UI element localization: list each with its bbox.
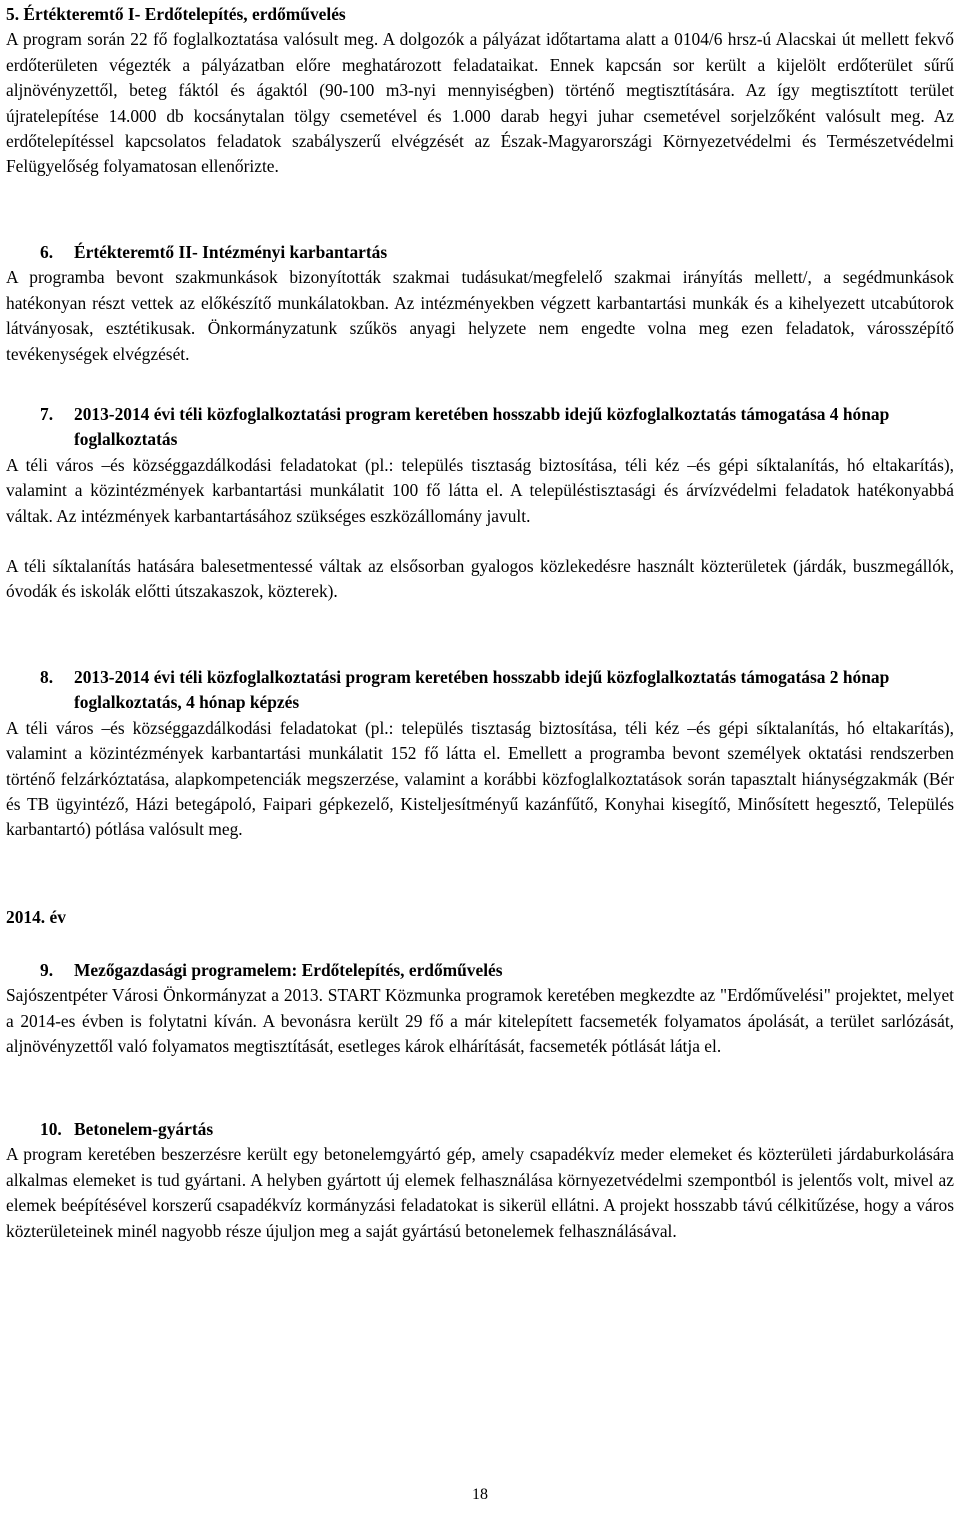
section-8-title: 2013-2014 évi téli közfoglalkoztatási program keretében hosszabb idejű közfoglalkoztatás támogatása 2 hónap foglalkoztatás, 4 hónap képzés [74, 667, 890, 713]
section-10 [6, 1117, 954, 1244]
section-9-number: 9. [40, 960, 54, 980]
section-5 [6, 2, 954, 180]
section-5-number: 5. [6, 4, 20, 24]
section-10-body: A program keretében beszerzésre került egy betonelemgyártó gép, amely csapadékvíz meder elemeket és közterületi járdaburkolására alkalmas elemeket is tud gyártani. A helyben gyártott új elemek felhasználása környezetvédelmi szempontból is jelentős volt, mivel az elemek beépítésével korszerű csapadékvíz kormányzási feladatokat is sikerül ellátni. A projekt hosszabb távú célkitűzése, hogy a város közterületeinek minél nagyobb része újuljon meg a saját gyártású betonelemek felhasználásával. [6, 1144, 954, 1241]
section-9-body: Sajószentpéter Városi Önkormányzat a 2013. START Közmunka programok keretében megkezdte az "Erdőművelési" projektet, melyet a 2014-es évben is folytatni kíván. A bevonásra került 29 fő a már kitelepített facsemeték folyamatos ápolását, a terület sarlózását, aljnövényzettől való folyamatos megtisztítását, esetleges károk elhárítását, facsemeték pótlását látja el. [6, 985, 954, 1057]
section-6-heading [6, 240, 954, 265]
section-7-heading [6, 402, 954, 453]
section-7-title: 2013-2014 évi téli közfoglalkoztatási program keretében hosszabb idejű közfoglalkoztatás támogatása 4 hónap foglalkoztatás [74, 404, 890, 450]
section-10-heading [6, 1117, 954, 1142]
section-5-title: Értékteremtő I- Erdőtelepítés, erdőművelés [23, 4, 346, 24]
section-7-number: 7. [40, 404, 54, 424]
section-7 [6, 402, 954, 605]
section-8 [6, 665, 954, 843]
section-6-number: 6. [40, 242, 54, 262]
section-10-title: Betonelem-gyártás [74, 1119, 214, 1139]
section-6-title: Értékteremtő II- Intézményi karbantartás [74, 242, 388, 262]
page-number: 18 [472, 1486, 488, 1503]
section-9-title: Mezőgazdasági programelem: Erdőtelepítés, erdőművelés [74, 960, 503, 980]
section-9 [6, 958, 954, 1060]
section-5-body: A program során 22 fő foglalkoztatása valósult meg. A dolgozók a pályázat időtartama alatt a 0104/6 hrsz-ú Alacskai út mellett fekvő erdőterületen végezték a pályázatban előre meghatározott feladataikat. Ennek kapcsán sor került a kijelölt erdőterület sűrű aljnövényzettől, beteg fáktól és ágaktól (90-100 m3-nyi mennyiségben) történő megtisztítására. Az így megtisztított terület újratelepítése 14.000 db kocsánytalan tölgy csemetével és 1.000 darab hegyi juhar csemetével sorjelzőként valósult meg. Az erdőtelepítéssel kapcsolatos feladatok szabályszerű elvégzését az Észak-Magyarországi Környezetvédelmi és Természetvédelmi Felügyelőség folyamatosan ellenőrizte. [6, 29, 954, 177]
section-7-body-2: A téli síktalanítás hatására balesetmentessé váltak az elsősorban gyalogos közlekedésre használt közterületek (járdák, buszmegállók, óvodák és iskolák előtti útszakaszok, közterek). [6, 556, 954, 602]
section-9-heading [6, 958, 954, 983]
section-10-number: 10. [40, 1119, 62, 1139]
section-8-heading [6, 665, 954, 716]
section-6-body: A programba bevont szakmunkások bizonyították szakmai tudásukat/megfelelő szakmai irányítás mellett/, a segédmunkások hatékonyan részt vettek az előkészítő munkálatokban. Az intézményekben végzett karbantartási munkák és a kihelyezett utcabútorok látványosak, esztétikusak. Önkormányzatunk szűkös anyagi helyzete nem engedte volna meg ezen feladatok, városszépítő tevékenységek elvégzését. [6, 267, 954, 364]
section-6 [6, 240, 954, 367]
section-8-number: 8. [40, 667, 54, 687]
section-5-heading [6, 2, 954, 27]
section-8-body: A téli város –és községgazdálkodási feladatokat (pl.: település tisztaság biztosítása, téli kéz –és gépi síktalanítás, hó eltakarítás), valamint a közintézmények karbantartási munkálatit 152 fő látta el. Emellett a programba bevont személyek oktatási rendszerben történő felzárkóztatása, alapkompetenciák megszerzése, valamint a korábbi közfoglalkoztatások során tapasztalt hiánységzakmák (Bér és TB ügyintéző, Házi betegápoló, Faipari gépkezelő, Kisteljesítményű kazánfűtő, Konyhai kisegítő, Minősített hegesztő, Település karbantartó) pótlása valósult meg. [6, 717, 954, 840]
section-7-body: A téli város –és községgazdálkodási feladatokat (pl.: település tisztaság biztosítása, téli kéz –és gépi síktalanítás, hó eltakarítás), valamint a közintézmények karbantartási munkálatit 100 fő látta el. A településtisztasági és árvízvédelmi feladatok hatékonyabbá váltak. Az intézmények karbantartásához szükséges eszközállomány javult. [6, 454, 954, 526]
year-heading: 2014. év [6, 907, 66, 927]
